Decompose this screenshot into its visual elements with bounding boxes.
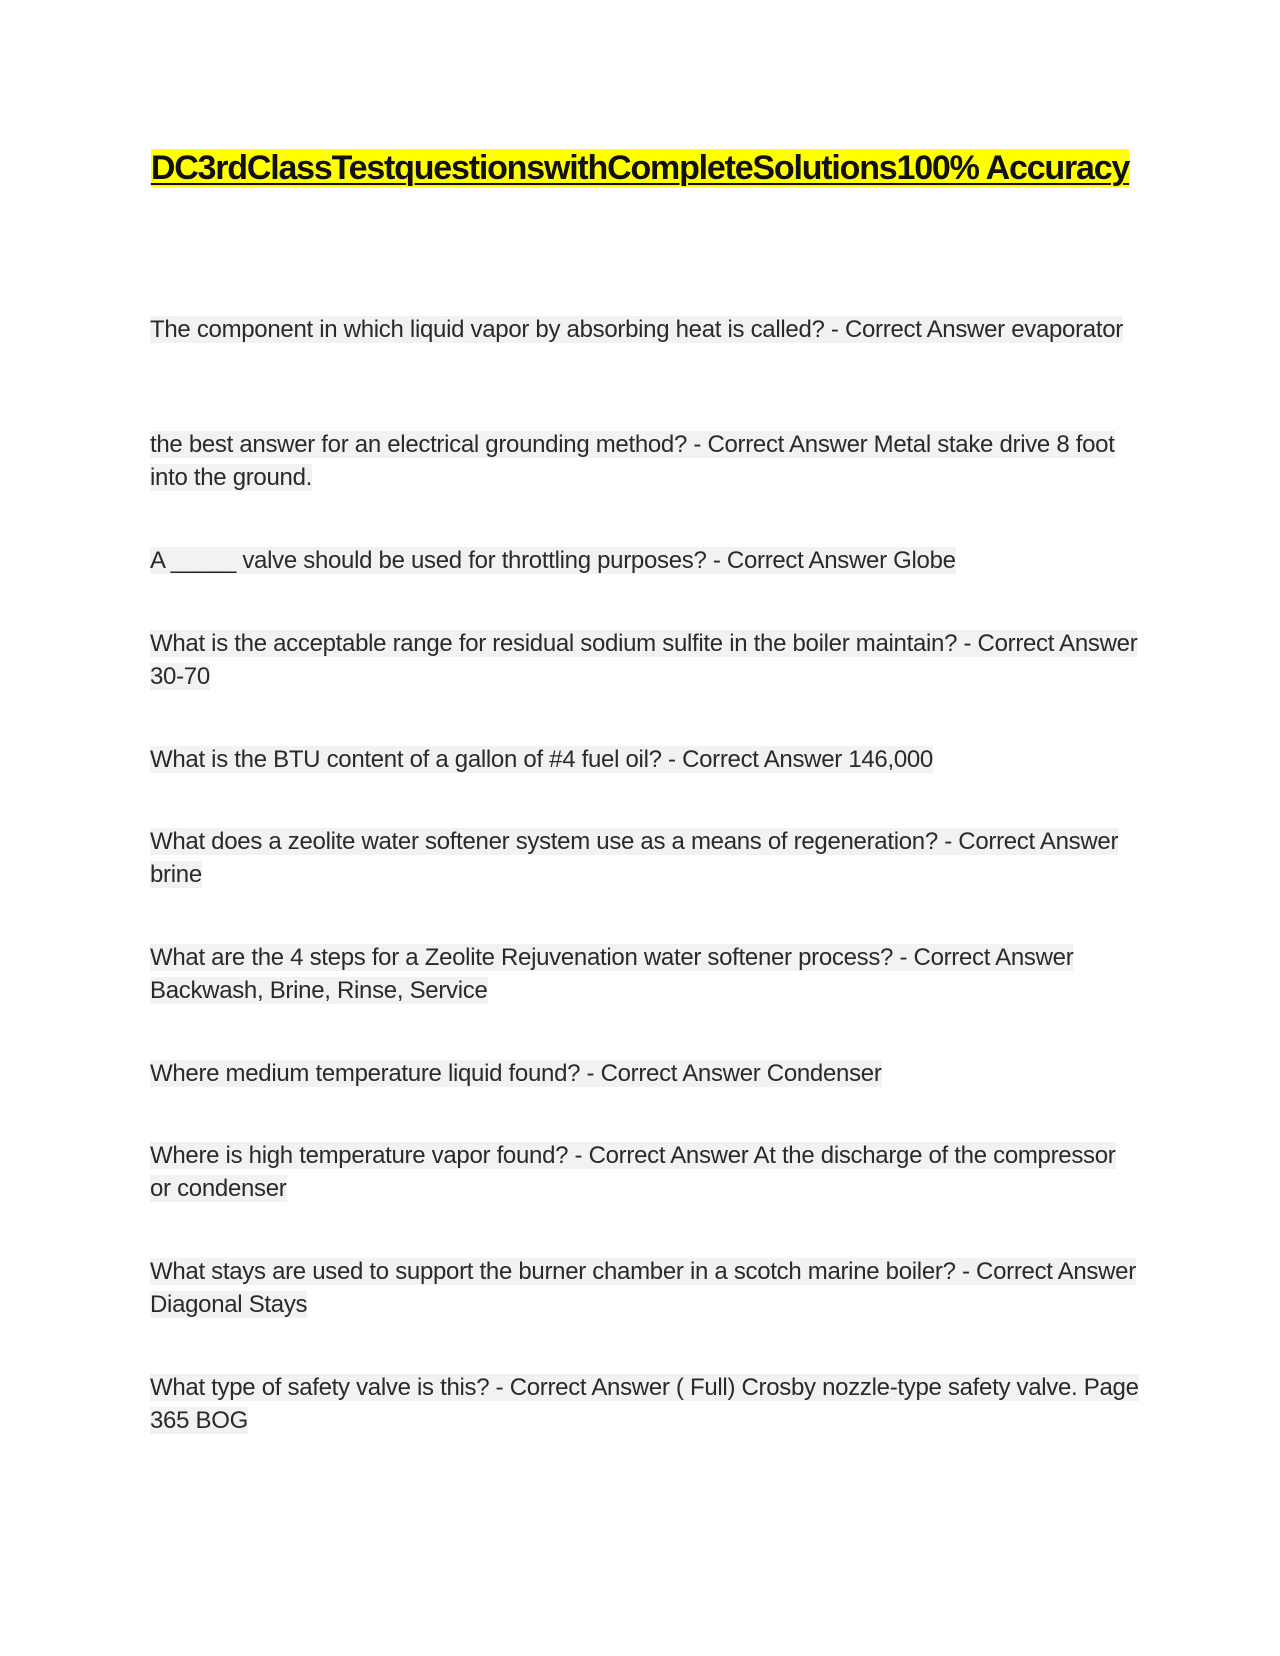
qa-text: The component in which liquid vapor by absorbing heat is called? - Correct Answer evaporator bbox=[150, 316, 1123, 343]
qa-text: What is the BTU content of a gallon of #4 fuel oil? - Correct Answer 146,000 bbox=[150, 746, 933, 773]
qa-item bbox=[150, 1057, 1140, 1090]
qa-item bbox=[150, 627, 1140, 693]
qa-item bbox=[150, 743, 1140, 776]
qa-text: What does a zeolite water softener system use as a means of regeneration? - Correct Answer brine bbox=[150, 828, 1119, 888]
qa-text: A _____ valve should be used for throttling purposes? - Correct Answer Globe bbox=[150, 547, 956, 574]
qa-item bbox=[150, 544, 1140, 577]
qa-item bbox=[150, 825, 1140, 891]
qa-item bbox=[150, 1371, 1140, 1437]
qa-text: Where medium temperature liquid found? - Correct Answer Condenser bbox=[150, 1060, 882, 1087]
qa-text: What is the acceptable range for residual sodium sulfite in the boiler maintain? - Correct Answer 30-70 bbox=[150, 630, 1138, 690]
qa-text: Where is high temperature vapor found? - Correct Answer At the discharge of the compressor or condenser bbox=[150, 1142, 1116, 1202]
qa-item bbox=[150, 1255, 1140, 1321]
page-title bbox=[150, 146, 1130, 190]
qa-text: What type of safety valve is this? - Correct Answer ( Full) Crosby nozzle-type safety valve. Page 365 BOG bbox=[150, 1374, 1139, 1434]
qa-item bbox=[150, 941, 1140, 1007]
qa-text: What stays are used to support the burner chamber in a scotch marine boiler? - Correct Answer Diagonal Stays bbox=[150, 1258, 1136, 1318]
qa-item bbox=[150, 428, 1140, 494]
qa-text: What are the 4 steps for a Zeolite Rejuvenation water softener process? - Correct Answer Backwash, Brine, Rinse, Service bbox=[150, 944, 1074, 1004]
qa-item bbox=[150, 1139, 1140, 1205]
qa-item bbox=[150, 313, 1140, 346]
page-title-text: DC3rdClassTestquestionswithCompleteSolutions100% Accuracy bbox=[150, 149, 1130, 187]
qa-text: the best answer for an electrical grounding method? - Correct Answer Metal stake drive 8 foot into the ground. bbox=[150, 431, 1115, 491]
